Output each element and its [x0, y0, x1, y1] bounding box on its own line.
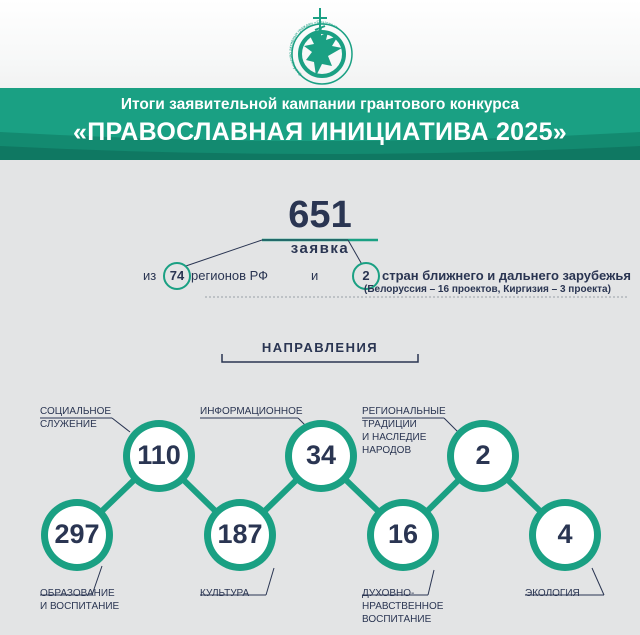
regions-count-badge: 74 [163, 262, 191, 290]
total-label: заявка [290, 240, 350, 257]
direction-value-ecology: 4 [557, 519, 573, 549]
subtitle: Итоги заявительной кампании грантового конкурса [120, 96, 520, 113]
countries-count-badge: 2 [352, 262, 380, 290]
direction-label-ecology: ЭКОЛОГИЯ [525, 588, 580, 599]
direction-value-spiritual: 16 [387, 519, 419, 549]
direction-label-regional: РЕГИОНАЛЬНЫЕ ТРАДИЦИИ И НАСЛЕДИЕ НАРОДОВ [362, 406, 446, 456]
direction-label-social: СОЦИАЛЬНОЕ СЛУЖЕНИЕ [40, 406, 112, 430]
total-count: 651 [288, 194, 352, 236]
direction-value-social: 110 [137, 440, 181, 470]
page-title: «ПРАВОСЛАВНАЯ ИНИЦИАТИВА 2025» [73, 118, 567, 146]
regions-text: регионов РФ [191, 268, 269, 283]
logo-text: Сообщество активных граждан «Благовест» [287, 19, 341, 78]
direction-value-information: 34 [305, 440, 337, 470]
directions-heading: НАПРАВЛЕНИЯ [261, 340, 379, 355]
direction-label-culture: КУЛЬТУРА [200, 588, 250, 599]
countries-text: стран ближнего и дальнего зарубежья [382, 268, 631, 283]
direction-label-education: ОБРАЗОВАНИЕ И ВОСПИТАНИЕ [40, 588, 120, 612]
and-text: и [311, 268, 319, 283]
regions-prefix: из [143, 268, 157, 283]
countries-note: (Белоруссия – 16 проектов, Киргизия – 3 проекта) [364, 284, 611, 295]
direction-value-regional: 2 [475, 440, 491, 470]
direction-value-culture: 187 [217, 519, 263, 549]
direction-label-information: ИНФОРМАЦИОННОЕ [200, 406, 303, 417]
direction-value-education: 297 [54, 519, 100, 549]
direction-label-spiritual: ДУХОВНО- НРАВСТВЕННОЕ ВОСПИТАНИЕ [362, 588, 444, 625]
